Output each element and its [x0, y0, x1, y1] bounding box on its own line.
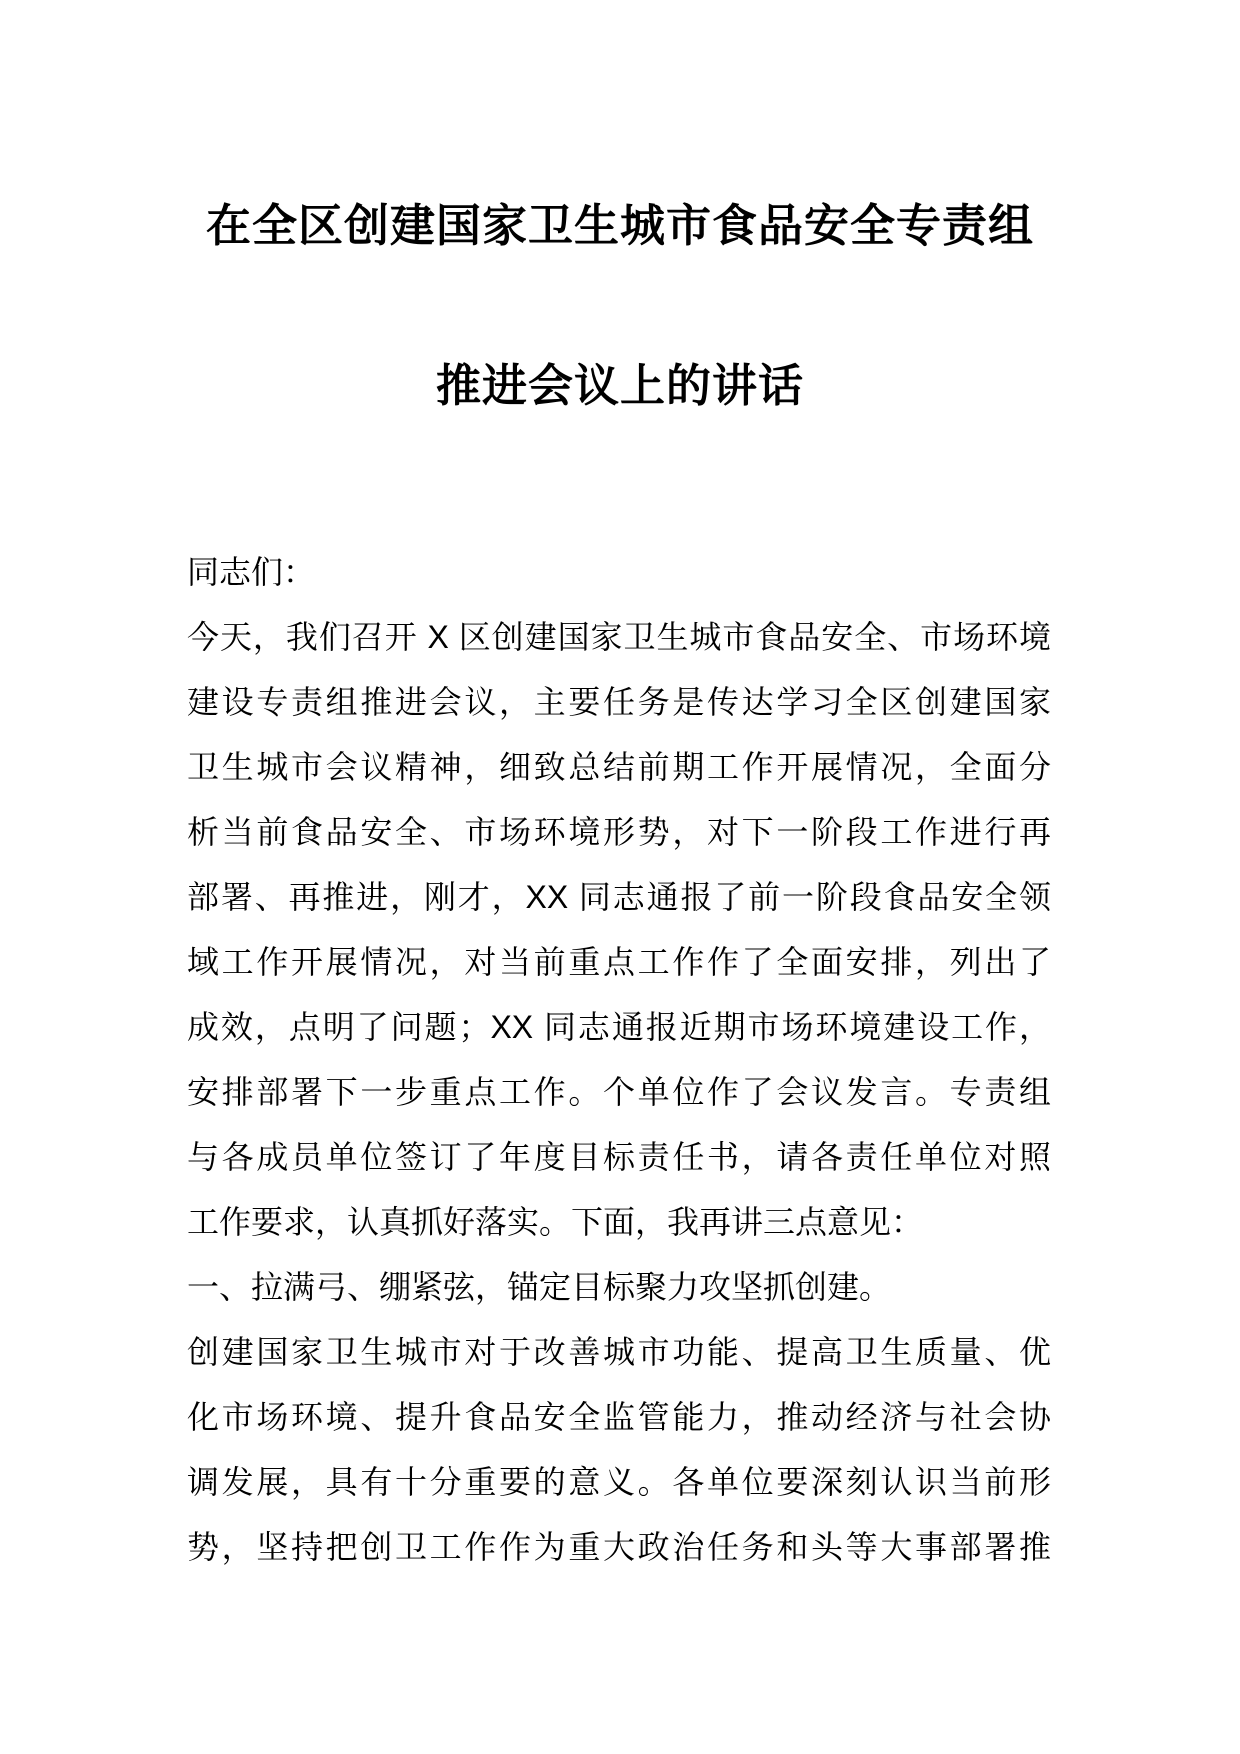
body-line: 化市场环境、提升食品安全监管能力，推动经济与社会协: [187, 1399, 1051, 1435]
body-line: 势，坚持把创卫工作作为重大政治任务和头等大事部署推: [187, 1529, 1051, 1565]
body-line: 一、拉满弓、绷紧弦，锚定目标聚力攻坚抓创建。: [187, 1269, 892, 1305]
body-line: 同志们：: [187, 554, 316, 590]
document-body: [187, 540, 1051, 1580]
body-line: 析当前食品安全、市场环境形势，对下一阶段工作进行再: [187, 814, 1051, 850]
document-title-line-2: 推进会议上的讲话: [435, 360, 804, 411]
body-line: 与各成员单位签订了年度目标责任书，请各责任单位对照: [187, 1139, 1051, 1175]
body-line: 安排部署下一步重点工作。个单位作了会议发言。专责组: [187, 1074, 1051, 1110]
body-line: 域工作开展情况，对当前重点工作作了全面安排，列出了: [187, 944, 1051, 980]
body-line: 部署、再推进，刚才，XX 同志通报了前一阶段食品安全领: [187, 879, 1051, 915]
body-line: 工作要求，认真抓好落实。下面，我再讲三点意见：: [187, 1204, 924, 1240]
body-line: 创建国家卫生城市对于改善城市功能、提高卫生质量、优: [187, 1334, 1051, 1370]
body-line: 卫生城市会议精神，细致总结前期工作开展情况，全面分: [187, 749, 1051, 785]
body-line: 今天，我们召开 X 区创建国家卫生城市食品安全、市场环境: [187, 619, 1051, 655]
body-line: 调发展，具有十分重要的意义。各单位要深刻认识当前形: [187, 1464, 1051, 1500]
document-title-line-1: 在全区创建国家卫生城市食品安全专责组: [205, 200, 1034, 251]
body-line: 建设专责组推进会议，主要任务是传达学习全区创建国家: [187, 684, 1051, 720]
body-line: 成效，点明了问题；XX 同志通报近期市场环境建设工作，: [187, 1009, 1051, 1045]
